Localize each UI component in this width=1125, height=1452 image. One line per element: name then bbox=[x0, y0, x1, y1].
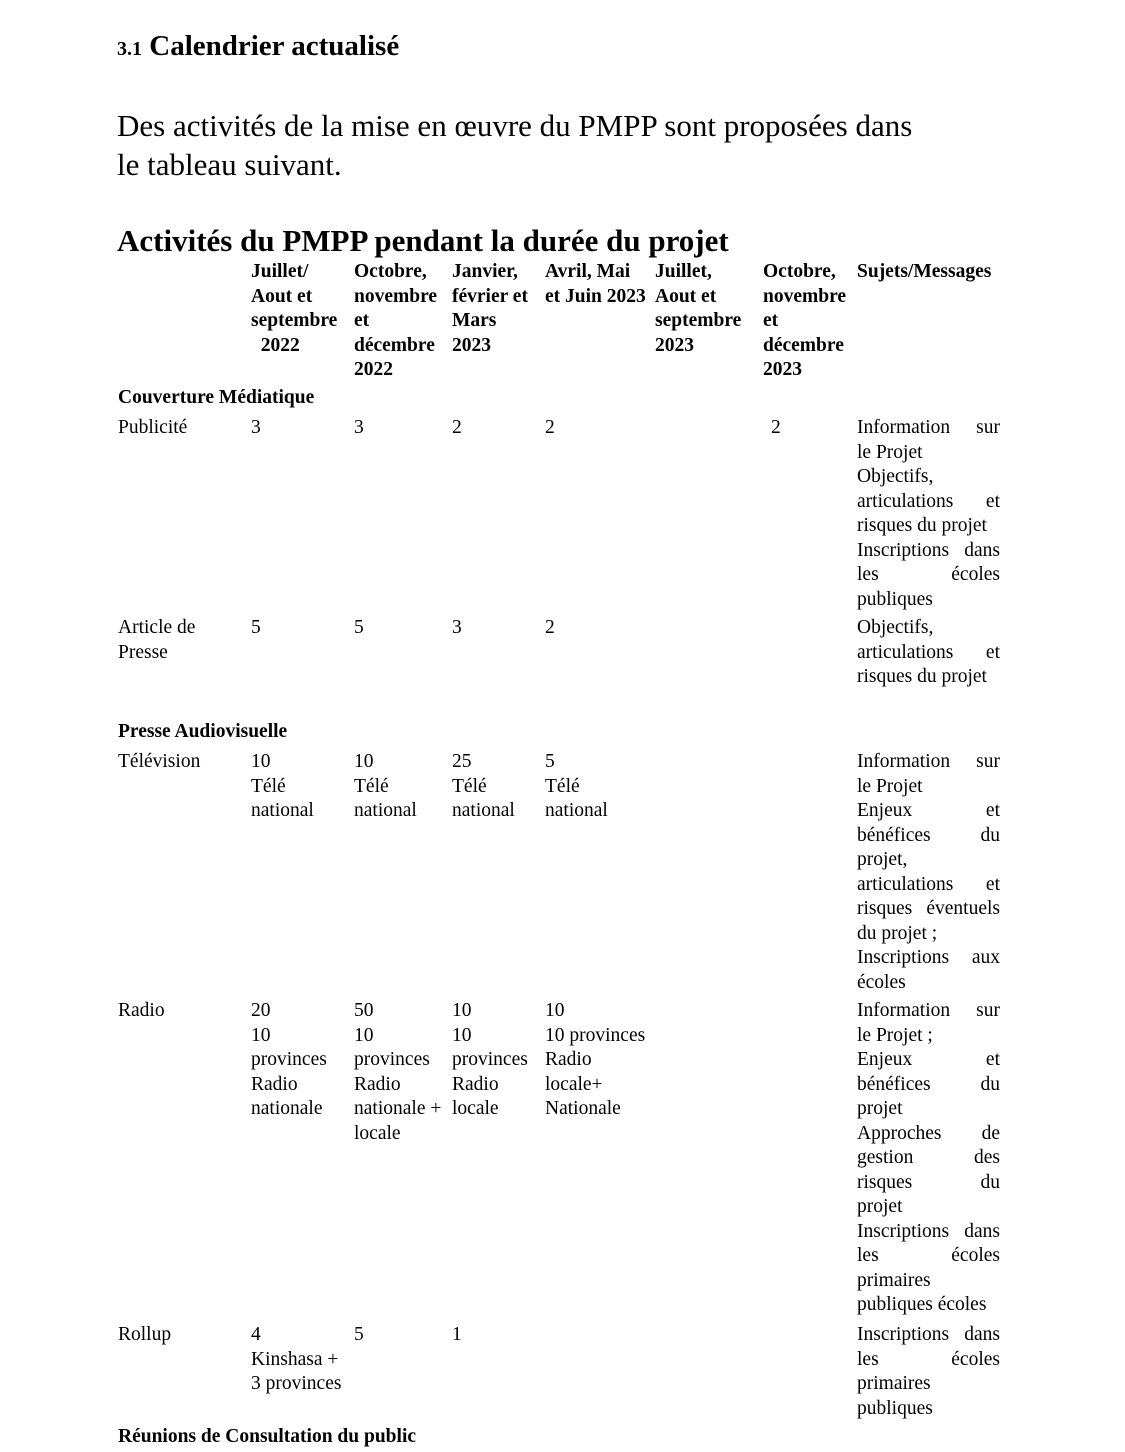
message-cell-line: Inscriptions dans bbox=[857, 1220, 1000, 1242]
table-cell-line: 10 bbox=[452, 1000, 472, 1021]
row-label-line: Radio bbox=[118, 1000, 165, 1021]
column-header-line: Mars bbox=[452, 310, 497, 331]
column-header bbox=[655, 260, 741, 358]
table-cell-line: provinces bbox=[354, 1049, 430, 1070]
table-cell-line: 4 bbox=[251, 1324, 261, 1345]
column-header-line: 2023 bbox=[452, 334, 491, 356]
table-cell-line: Télé bbox=[545, 775, 580, 797]
table-cell-line: nationale + bbox=[354, 1098, 442, 1119]
message-cell-line: Inscriptions dans bbox=[857, 539, 1000, 561]
column-header-line: Aout et bbox=[251, 285, 313, 307]
message-cell-line: projet bbox=[857, 1196, 903, 1217]
table-cell-line: 3 provinces bbox=[251, 1373, 342, 1394]
message-cell-line: risques du bbox=[857, 1171, 1000, 1193]
table-cell bbox=[545, 999, 645, 1122]
column-header-line: septembre bbox=[251, 310, 338, 331]
column-header-line: 2023 bbox=[655, 334, 694, 356]
table-cell-line: 10 bbox=[545, 1000, 565, 1021]
message-cell-line: primaires bbox=[857, 1269, 931, 1291]
table-cell-line: 10 bbox=[251, 1024, 271, 1046]
column-header-line: Juillet/ bbox=[251, 261, 309, 282]
table-cell-line: 10 bbox=[354, 751, 374, 772]
table-cell-line: 3 bbox=[251, 417, 261, 438]
table-cell-line: Nationale bbox=[545, 1098, 621, 1119]
message-cell-line: le Projet bbox=[857, 441, 923, 463]
table-cell-line: 10 bbox=[251, 751, 271, 772]
table-cell-line: 5 bbox=[545, 751, 555, 772]
message-cell-line: projet, bbox=[857, 849, 908, 870]
table-cell-line: national bbox=[354, 800, 417, 821]
table-title: Activités du PMPP pendant la durée du projet bbox=[117, 223, 729, 258]
message-cell bbox=[857, 1323, 1000, 1421]
table-cell bbox=[771, 416, 781, 441]
table-cell-line: 50 bbox=[354, 1000, 374, 1021]
table-cell bbox=[251, 616, 261, 641]
table-cell-line: Radio bbox=[545, 1049, 592, 1070]
column-header-line: décembre bbox=[763, 334, 844, 356]
table-cell-line: 5 bbox=[251, 617, 261, 638]
table-cell bbox=[354, 999, 441, 1146]
intro-line: Des activités de la mise en œuvre du PMPP sont proposées dans bbox=[117, 108, 913, 143]
table-cell bbox=[452, 750, 515, 824]
column-header-line: février et bbox=[452, 285, 528, 307]
table-cell bbox=[251, 750, 314, 824]
row-label-line: Article de bbox=[118, 617, 196, 638]
column-header bbox=[354, 260, 437, 383]
table-cell bbox=[251, 1323, 341, 1397]
table-cell-line: 5 bbox=[354, 617, 364, 638]
column-header-line: Aout et bbox=[655, 285, 717, 307]
row-label-line: Publicité bbox=[118, 417, 188, 438]
table-cell-line: national bbox=[251, 800, 314, 821]
column-header-line: Sujets/Messages bbox=[857, 261, 992, 282]
table-cell-line: 10 provinces bbox=[545, 1024, 646, 1046]
message-cell-line: Inscriptions dans bbox=[857, 1324, 1000, 1345]
table-cell-line: Télé bbox=[354, 775, 389, 797]
table-cell bbox=[251, 999, 327, 1122]
message-cell-line: Approches de bbox=[857, 1122, 1000, 1144]
section-number: 3.1 bbox=[117, 38, 142, 60]
message-cell-line: projet bbox=[857, 1098, 903, 1119]
table-cell-line: provinces bbox=[251, 1049, 327, 1070]
group-header bbox=[118, 1425, 416, 1450]
message-cell-line: articulations et bbox=[857, 641, 1000, 663]
column-header-line: 2022 bbox=[354, 359, 393, 380]
table-cell-line: locale bbox=[452, 1098, 499, 1119]
column-header-line: Octobre, bbox=[354, 261, 427, 282]
row-label-line: Télévision bbox=[118, 751, 201, 772]
column-header-line: 2023 bbox=[763, 359, 802, 380]
table-cell bbox=[354, 616, 364, 641]
message-cell-line: le Projet ; bbox=[857, 1024, 933, 1046]
table-cell-line: Télé bbox=[251, 775, 286, 797]
message-cell bbox=[857, 416, 1000, 612]
row-label-line: Presse bbox=[118, 641, 168, 663]
message-cell-line: risques du projet bbox=[857, 515, 987, 536]
table-cell-line: locale+ bbox=[545, 1073, 603, 1095]
table-cell-line: 2 bbox=[545, 617, 555, 638]
message-cell bbox=[857, 999, 1000, 1318]
table-cell-line: national bbox=[452, 800, 515, 821]
column-header-line: et Juin 2023 bbox=[545, 285, 646, 307]
message-cell-line: publiques écoles bbox=[857, 1294, 987, 1315]
table-cell bbox=[452, 1323, 462, 1348]
table-cell bbox=[251, 416, 261, 441]
table-cell bbox=[354, 750, 417, 824]
table-cell-line: 1 bbox=[452, 1324, 462, 1345]
message-cell-line: Objectifs, bbox=[857, 617, 934, 638]
message-cell-line: Information sur bbox=[857, 751, 1000, 772]
column-header-line: Juillet, bbox=[655, 261, 712, 282]
column-header-line: Avril, Mai bbox=[545, 261, 631, 282]
table-cell bbox=[545, 750, 608, 824]
message-cell-line: publiques bbox=[857, 588, 933, 610]
row-label bbox=[118, 1323, 171, 1348]
table-cell-line: 25 bbox=[452, 751, 472, 772]
row-label-line: Rollup bbox=[118, 1324, 172, 1345]
intro-line: le tableau suivant. bbox=[117, 147, 342, 182]
message-cell-line: articulations et bbox=[857, 873, 1000, 895]
message-cell-line: du projet ; bbox=[857, 922, 938, 944]
message-cell-line: Objectifs, bbox=[857, 466, 934, 487]
row-label bbox=[118, 416, 187, 441]
message-cell-line: bénéfices du bbox=[857, 1073, 1000, 1095]
message-cell-line: Enjeux et bbox=[857, 800, 1000, 821]
table-cell-line: Télé bbox=[452, 775, 487, 797]
column-header-line: et bbox=[763, 310, 779, 331]
table-cell bbox=[354, 1323, 364, 1348]
group-header-line: Réunions de Consultation du public bbox=[118, 1426, 417, 1447]
table-cell-line: 3 bbox=[354, 417, 364, 438]
table-cell-line: 5 bbox=[354, 1324, 364, 1345]
row-label bbox=[118, 750, 200, 775]
message-cell bbox=[857, 616, 1000, 690]
group-header bbox=[118, 386, 314, 411]
message-cell-line: le Projet bbox=[857, 775, 923, 797]
message-cell-line: écoles bbox=[857, 971, 906, 993]
message-cell-line: bénéfices du bbox=[857, 824, 1000, 846]
group-header-line: Presse Audiovisuelle bbox=[118, 721, 288, 742]
table-cell bbox=[545, 616, 555, 641]
table-cell bbox=[452, 416, 462, 441]
column-header-line: décembre bbox=[354, 334, 435, 356]
message-cell-line: gestion des bbox=[857, 1147, 1000, 1168]
message-cell-line: Information sur bbox=[857, 417, 1000, 438]
message-cell-line: les écoles bbox=[857, 564, 1000, 585]
message-cell-line: primaires bbox=[857, 1373, 931, 1394]
column-header bbox=[545, 260, 646, 309]
intro-paragraph bbox=[117, 106, 1017, 184]
table-cell-line: Radio bbox=[354, 1073, 401, 1095]
message-cell-line: risques éventuels bbox=[857, 898, 1000, 919]
column-header bbox=[251, 260, 337, 358]
column-header-line: Octobre, bbox=[763, 261, 836, 282]
table-cell-line: locale bbox=[354, 1122, 401, 1144]
section-title-text: Calendrier actualisé bbox=[149, 30, 400, 62]
table-cell-line: 2 bbox=[771, 417, 781, 438]
table-cell-line: national bbox=[545, 800, 608, 821]
column-header bbox=[452, 260, 528, 358]
row-label bbox=[118, 999, 165, 1024]
column-header-line: novembre bbox=[763, 285, 847, 307]
group-header-line: Couverture Médiatique bbox=[118, 387, 315, 408]
message-cell-line: articulations et bbox=[857, 490, 1000, 512]
message-cell-line: les écoles bbox=[857, 1348, 1000, 1370]
message-cell-line: publiques bbox=[857, 1397, 933, 1419]
message-cell bbox=[857, 750, 1000, 995]
table-cell-line: Radio bbox=[251, 1073, 298, 1095]
column-header-line: novembre bbox=[354, 285, 438, 307]
column-header-line: Janvier, bbox=[452, 261, 518, 282]
table-cell-line: provinces bbox=[452, 1049, 528, 1070]
column-header-line: septembre bbox=[655, 310, 742, 331]
message-cell-line: les écoles bbox=[857, 1245, 1000, 1266]
table-cell-line: 10 bbox=[354, 1024, 374, 1046]
table-cell-line: Radio bbox=[452, 1073, 499, 1095]
table-cell-line: 2 bbox=[545, 417, 555, 438]
row-label bbox=[118, 616, 195, 665]
message-cell-line: Information sur bbox=[857, 1000, 1000, 1021]
column-header bbox=[857, 260, 991, 285]
table-cell bbox=[545, 416, 555, 441]
message-cell-line: risques du projet bbox=[857, 666, 987, 687]
table-cell-line: 3 bbox=[452, 617, 462, 638]
table-cell-line: 2 bbox=[452, 417, 462, 438]
column-header bbox=[763, 260, 846, 383]
table-cell bbox=[452, 999, 528, 1122]
table-cell bbox=[452, 616, 462, 641]
section-title bbox=[117, 28, 399, 67]
table-cell bbox=[354, 416, 364, 441]
table-cell-line: nationale bbox=[251, 1098, 323, 1119]
column-header-line: et bbox=[354, 310, 370, 331]
table-cell-line: Kinshasa + bbox=[251, 1348, 339, 1370]
column-header-line: 2022 bbox=[251, 334, 300, 356]
table-cell-line: 20 bbox=[251, 1000, 271, 1021]
table-cell-line: 10 bbox=[452, 1024, 472, 1046]
message-cell-line: Inscriptions aux bbox=[857, 947, 1000, 968]
message-cell-line: Enjeux et bbox=[857, 1049, 1000, 1070]
group-header bbox=[118, 720, 287, 745]
